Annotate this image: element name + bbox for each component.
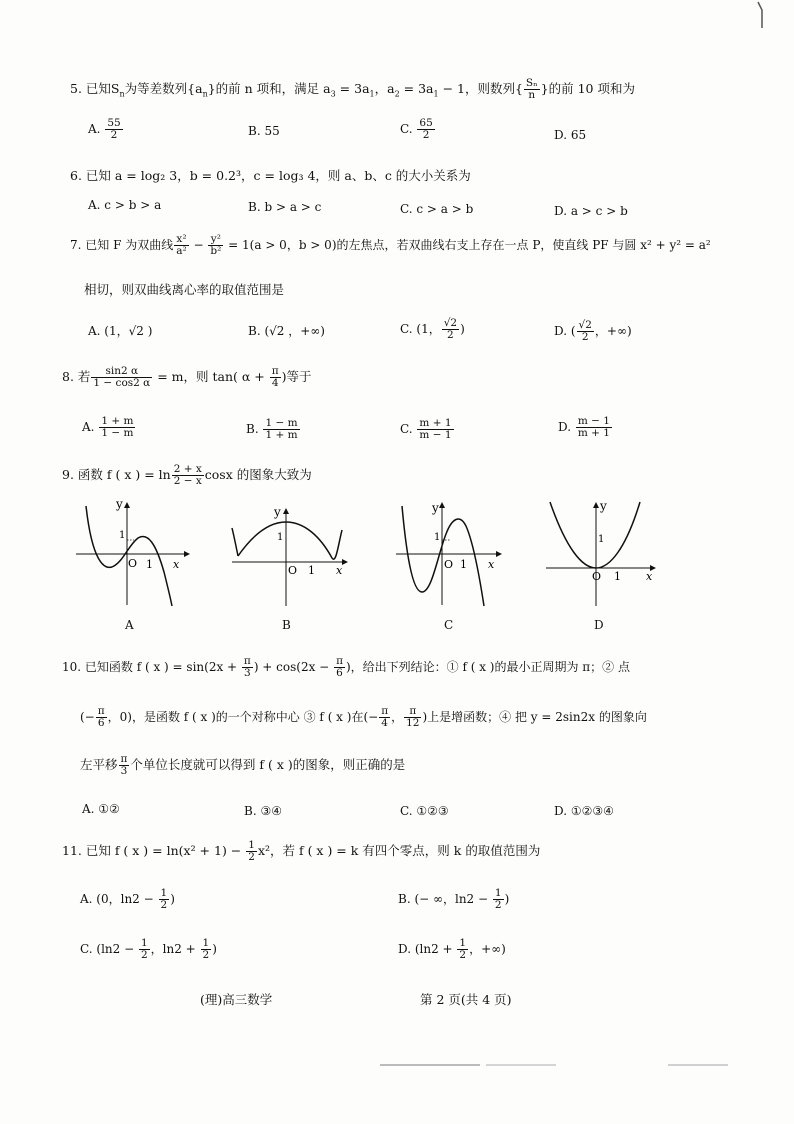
q6-option-a: A. c > b > a [88, 198, 162, 212]
svg-text:x: x [336, 564, 343, 577]
q7-option-a: A. (1，√2 ) [88, 324, 153, 338]
question-10-line1: 10. 已知函数 f ( x ) = sin(2x + $\frac{\pi}{3}$ ) + cos(2x − $\frac{\pi}{6}$ )，给出下列结论：① f ( x )的最小正周期为 π；② 点 [62, 655, 630, 680]
q11-option-b: B. (− ∞，ln2 − $\frac{1}{2}$ ) [398, 887, 510, 912]
footer-subject: (理)高三数学 [200, 992, 273, 1007]
svg-text:1: 1 [277, 532, 284, 543]
svg-text:y: y [116, 500, 123, 511]
q11-option-a: A. (0，ln2 − $\frac{1}{2}$ ) [80, 887, 175, 912]
svg-text:x: x [173, 558, 180, 571]
svg-text:x: x [488, 558, 495, 571]
svg-text:1: 1 [598, 534, 605, 545]
scan-corner-mark [756, 0, 766, 30]
question-11: 11. 已知 f ( x ) = ln(x² + 1) − $\frac{1}{2}$ x²，若 f ( x ) = k 有四个零点，则 k 的取值范围为 [62, 839, 541, 864]
q5-option-c: C. $\frac{65}{2}$ [400, 117, 433, 142]
scan-artifact-line [486, 1064, 556, 1066]
q8-option-c: C. $\frac{m + 1}{m - 1}$ [400, 417, 452, 442]
q10-option-b: B. ③④ [244, 804, 282, 818]
svg-text:1: 1 [146, 558, 153, 571]
question-10-line2: (− $\frac{\pi}{6}$ ，0)，是函数 f ( x )的一个对称中心 ③ f ( x )在(− $\frac{\pi}{4}$ ， $\frac{\pi}{12}$ )上是增函数；④ 把 y = 2sin2x 的图象向 [80, 705, 647, 730]
q8-option-d: D. $\frac{m - 1}{m + 1}$ [558, 415, 610, 440]
q9-graph-b [228, 506, 352, 610]
q6-option-b: B. b > a > c [248, 200, 322, 214]
q5-option-d: D. 65 [554, 128, 587, 142]
svg-text:O: O [288, 564, 298, 577]
q8-option-b: B. $\frac{1 - m}{1 + m}$ [246, 417, 298, 442]
svg-text:1: 1 [308, 564, 315, 577]
q9-graph-d-label: D [594, 618, 604, 632]
q7-line2: 相切，则双曲线离心率的取值范围是 [84, 282, 285, 297]
svg-text:1: 1 [460, 558, 467, 571]
q9-graph-a [72, 500, 192, 610]
q6-option-d: D. a > c > b [554, 204, 628, 218]
svg-text:1: 1 [434, 532, 441, 543]
question-7: 7. 已知 F 为双曲线 $\frac{\text{x²}}{\text{a²}}$ − $\frac{\text{y²}}{\text{b²}}$ = 1(a > 0，b > 0)的左焦点，若双曲线右支上存在一点 P，使直线 PF 与圆 x² + y² = a² [70, 233, 711, 258]
svg-text:y: y [432, 501, 439, 515]
q7-option-b: B. (√2 ，+∞) [248, 324, 325, 338]
q9-graph-a-label: A [125, 618, 134, 632]
svg-text:O: O [128, 557, 138, 570]
q10-option-a: A. ①② [82, 802, 120, 816]
q9-graph-c-label: C [444, 618, 454, 632]
q10-option-c: C. ①②③ [400, 804, 449, 818]
svg-text:y: y [274, 506, 281, 519]
q6-option-c: C. c > a > b [400, 202, 474, 216]
question-10-line3: 左平移 $\frac{\pi}{3}$ 个单位长度就可以得到 f ( x )的图象，则正确的是 [80, 753, 406, 778]
svg-text:1: 1 [119, 530, 126, 541]
scan-artifact-line [380, 1064, 480, 1066]
q10-option-d: D. ①②③④ [554, 804, 614, 818]
q9-graph-d [542, 498, 660, 610]
svg-text:x: x [646, 570, 653, 583]
question-6: 6. 已知 a = log₂ 3，b = 0.2³，c = log₃ 4，则 a、b、c 的大小关系为 [70, 168, 471, 183]
q8-option-a: A. $\frac{1 + m}{1 - m}$ [82, 415, 134, 440]
svg-text:O: O [592, 570, 602, 583]
q11-option-c: C. (ln2 − $\frac{1}{2}$ ，ln2 + $\frac{1}{2}$ ) [80, 937, 217, 962]
q5-option-a: A. $\frac{55}{2}$ [88, 117, 121, 142]
footer-page-number: 第 2 页(共 4 页) [420, 992, 512, 1007]
question-5: 5. 已知$S_n$为等差数列$\{a_n\}$的前 n 项和，满足 $a_3 = 3a_1$，$a_2 = 3a_1 - 1$，则数列{ $\frac{\text{Sₙ}}{n}$ }的前 10 项和为 [70, 77, 635, 102]
svg-text:y: y [600, 499, 607, 513]
question-9: 9. 函数 f ( x ) = ln $\frac{2 + x}{2 - x}$ cosx 的图象大致为 [62, 463, 312, 488]
svg-text:O: O [444, 558, 454, 571]
svg-text:1: 1 [614, 570, 621, 583]
question-8: 8. 若 $\frac{\sin 2 \alpha}{1 - \cos 2 \alpha}$ = m，则 tan( α + $\frac{\pi}{4}$ )等于 [62, 365, 312, 390]
q7-option-c: C. (1， $\frac{√2}{2}$ ) [400, 317, 465, 342]
q5-option-b: B. 55 [248, 124, 280, 138]
q5-number: 5. [70, 81, 82, 97]
q9-graph-c [392, 500, 506, 610]
q9-graph-b-label: B [282, 618, 291, 632]
scan-artifact-line [668, 1064, 728, 1066]
q11-option-d: D. (ln2 + $\frac{1}{2}$ ，+∞) [398, 937, 506, 962]
q7-option-d: D. ( $\frac{√2}{2}$ ，+∞) [554, 319, 632, 344]
q5-fraction: $\frac{\text{Sₙ}}{n}$ [525, 77, 538, 102]
